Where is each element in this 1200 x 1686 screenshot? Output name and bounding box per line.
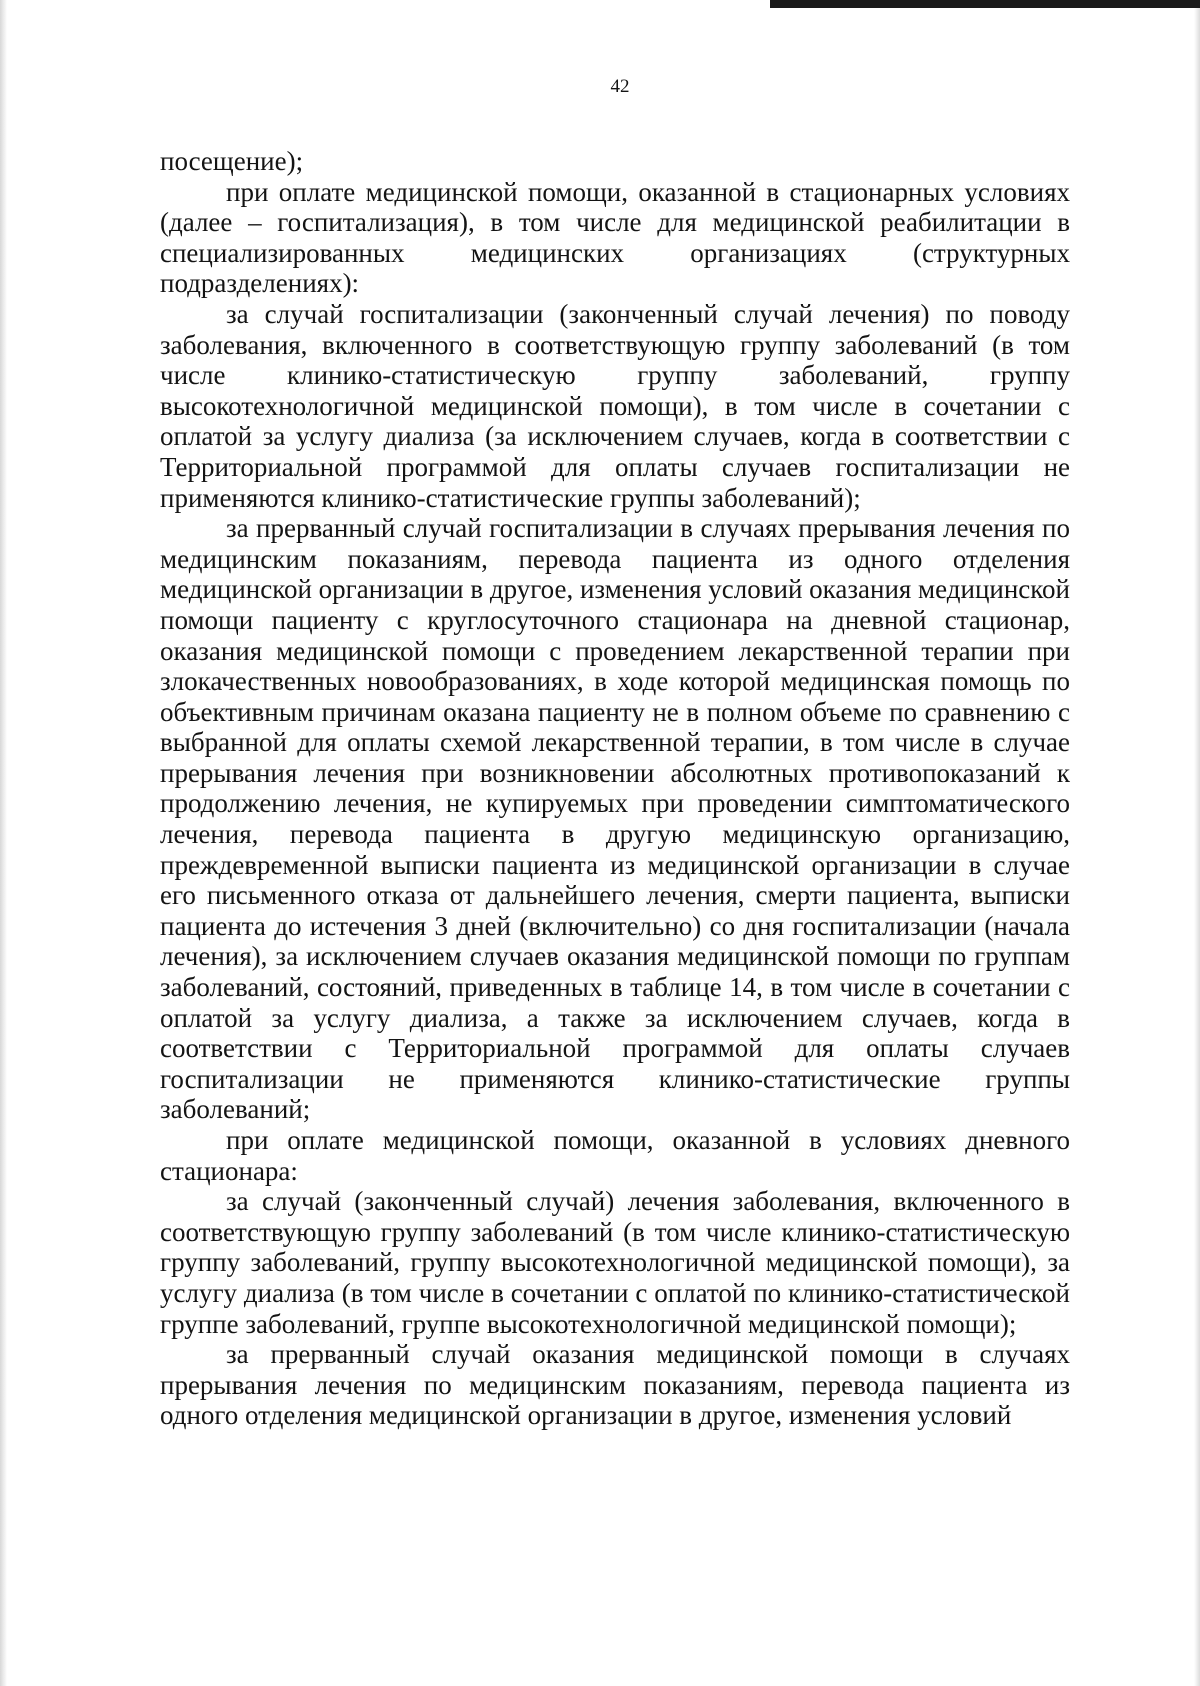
paragraph-day-hospital-complete-case: за случай (законченный случай) лечения заболевания, включенного в соответствующую группу заболеваний (в том числе клинико-статистическую группу заболеваний, группу высокотехнологичной медицинской помощи), за услугу диализа (в том числе в сочетании с оплатой по клинико-статистической группе заболеваний, группе высокотехнологичной медицинской помощи);: [160, 1186, 1070, 1339]
scan-top-border: [770, 0, 1200, 8]
document-body: [160, 146, 1070, 1431]
paragraph-day-hospital-interrupted-case: за прерванный случай оказания медицинской помощи в случаях прерывания лечения по медицинским показаниям, перевода пациента из одного отделения медицинской организации в другое, изменения условий: [160, 1339, 1070, 1431]
page-number: 42: [610, 76, 630, 97]
paragraph-hospital-interrupted-case: за прерванный случай госпитализации в случаях прерывания лечения по медицинским показаниям, перевода пациента из одного отделения медицинской организации в другое, изменения условий оказания медицинской помощи пациенту с круглосуточного стационара на дневной стационар, оказания медицинской помощи с проведением лекарственной терапии при злокачественных новообразованиях, в ходе которой медицинская помощь по объективным причинам оказана пациенту не в полном объеме по сравнению с выбранной для оплаты схемой лекарственной терапии, в том числе в случае прерывания лечения при возникновении абсолютных противопоказаний к продолжению лечения, не купируемых при проведении симптоматического лечения, перевода пациента в другую медицинскую организацию, преждевременной выписки пациента из медицинской организации в случае его письменного отказа от дальнейшего лечения, смерти пациента, выписки пациента до истечения 3 дней (включительно) со дня госпитализации (начала лечения), за исключением случаев оказания медицинской помощи по группам заболеваний, состояний, приведенных в таблице 14, в том числе в сочетании с оплатой за услугу диализа, а также за исключением случаев, когда в соответствии с Территориальной программой для оплаты случаев госпитализации не применяются клинико-статистические группы заболеваний;: [160, 513, 1070, 1125]
scan-right-edge: [1194, 0, 1200, 1686]
paragraph-hospital-complete-case: за случай госпитализации (законченный случай лечения) по поводу заболевания, включенного в соответствующую группу заболеваний (в том числе клинико-статистическую группу заболеваний, группу высокотехнологичной медицинской помощи), в том числе в сочетании с оплатой за услугу диализа (за исключением случаев, когда в соответствии с Территориальной программой для оплаты случаев госпитализации не применяются клинико-статистические группы заболеваний);: [160, 298, 1070, 513]
scan-left-edge: [0, 0, 7, 1686]
paragraph-day-hospital-intro: при оплате медицинской помощи, оказанной в условиях дневного стационара:: [160, 1125, 1070, 1186]
paragraph-hospital-intro: при оплате медицинской помощи, оказанной в стационарных условиях (далее – госпитализация), в том числе для медицинской реабилитации в специализированных медицинских организациях (структурных подразделениях):: [160, 176, 1070, 299]
paragraph-continuation: посещение);: [160, 146, 304, 176]
